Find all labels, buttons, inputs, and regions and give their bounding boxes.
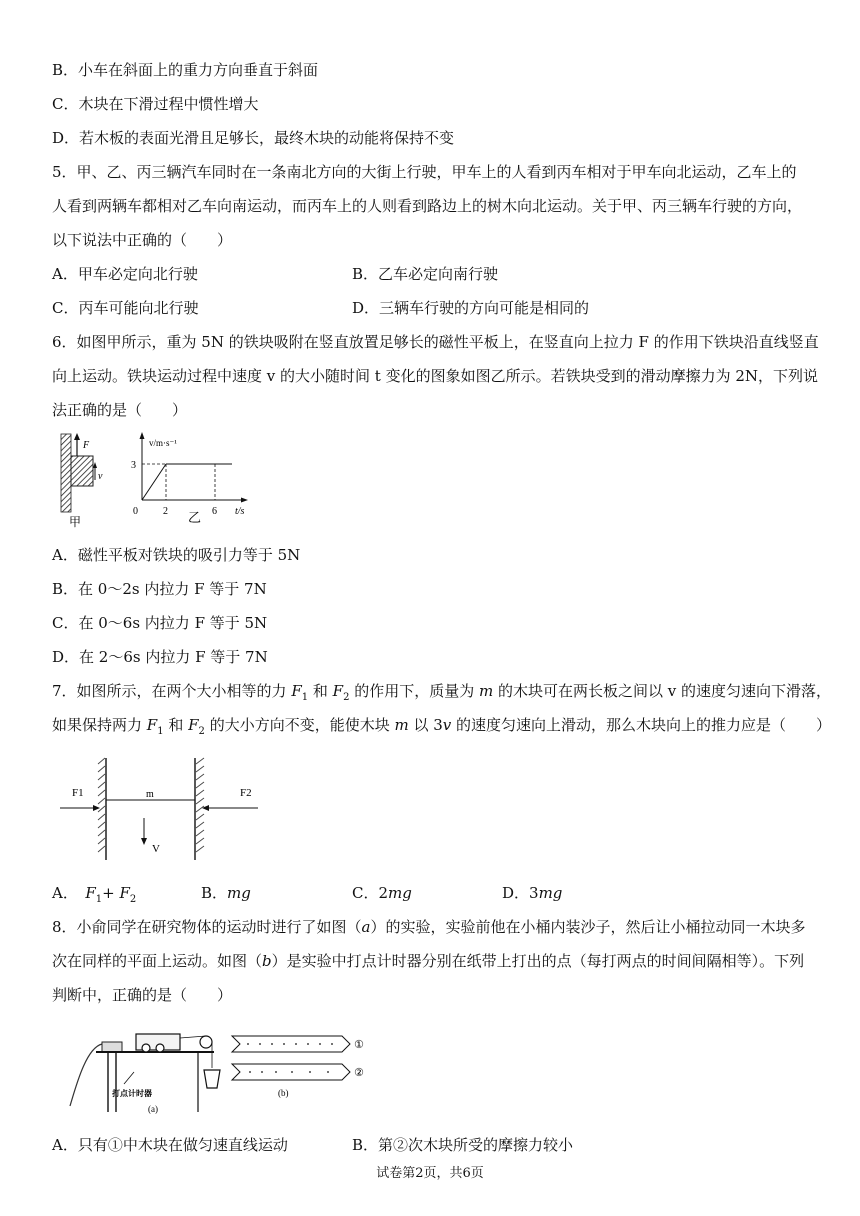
tick-6: 6 (212, 506, 217, 517)
x-axis-label: t/s (235, 506, 245, 517)
q5-stem-line1: 5．甲、乙、丙三辆汽车同时在一条南北方向的大街上行驶，甲车上的人看到丙车相对于甲车向北运动，乙车上的 (52, 163, 797, 181)
q5-option-a: A．甲车必定向北行驶 (52, 265, 198, 283)
mass-m-label: m (146, 789, 154, 800)
velocity-label: V (152, 843, 160, 855)
q6-stem-line1: 6．如图甲所示，重为 5N 的铁块吸附在竖直放置足够长的磁性平板上，在竖直向上拉力 F 的作用下铁块沿直线竖直 (52, 333, 819, 351)
label-a: (a) (148, 1104, 158, 1114)
q6-stem-line3: 法正确的是（ ） (52, 401, 188, 419)
f1-label: F1 (72, 787, 84, 799)
label-jia: 甲 (69, 515, 82, 529)
f2-label: F2 (240, 787, 252, 799)
q6-option-c: C．在 0～6s 内拉力 F 等于 5N (52, 614, 268, 632)
q4-option-d: D．若木板的表面光滑且足够长，最终木块的动能将保持不变 (52, 129, 455, 147)
q6-option-d: D．在 2～6s 内拉力 F 等于 7N (52, 648, 268, 666)
q6-stem-line2: 向上运动。铁块运动过程中速度 v 的大小随时间 t 变化的图象如图乙所示。若铁块受到的滑动摩擦力为 2N，下列说 (52, 367, 819, 385)
q7-figure (58, 752, 278, 864)
q6-figure (55, 428, 270, 530)
tick-2: 2 (163, 506, 168, 517)
q7-stem-line2: 如果保持两力 $F_1$ 和 $F_2$ 的大小方向不变，能使木块 m 以 3v 的速度匀速向上滑动，那么木块向上的推力应是（ ） (52, 716, 832, 737)
q5-stem-line3: 以下说法中正确的（ ） (52, 231, 233, 249)
timer-device (102, 1042, 122, 1052)
q7-option-a: A． $F_1+ F_2$ (52, 884, 137, 905)
q5-option-c: C．丙车可能向北行驶 (52, 299, 199, 317)
y-axis-label: v/m·s⁻¹ (149, 438, 177, 448)
q4-option-b: B．小车在斜面上的重力方向垂直于斜面 (52, 61, 319, 79)
q7-option-b: B．mg (201, 884, 251, 902)
tape-paper (70, 1044, 102, 1106)
q8-option-b: B．第②次木块所受的摩擦力较小 (352, 1136, 574, 1154)
tape-2-label: ② (354, 1066, 364, 1079)
q5-option-b: B．乙车必定向南行驶 (352, 265, 499, 283)
q7-option-c: C．2mg (352, 884, 412, 902)
tick-3: 3 (131, 460, 136, 471)
q8-stem-line3: 判断中，正确的是（ ） (52, 986, 233, 1004)
q8-figure (66, 1026, 366, 1118)
label-yi: 乙 (188, 511, 202, 526)
force-f-label: F (83, 440, 90, 451)
page-footer: 试卷第2页，共6页 (376, 1166, 484, 1181)
timer-label: 打点计时器 (112, 1089, 152, 1098)
label-b: (b) (278, 1088, 289, 1098)
q8-stem-line1: 8．小俞同学在研究物体的运动时进行了如图（a）的实验，实验前他在小桶内装沙子，然后让小桶拉动同一木块多 (52, 918, 806, 936)
q5-stem-line2: 人看到两辆车都相对乙车向南运动，而丙车上的人则看到路边上的树木向北运动。关于甲、丙三辆车行驶的方向， (52, 197, 803, 215)
tape-1-label: ① (354, 1038, 364, 1051)
magnetic-board (61, 434, 71, 512)
q7-stem-line1: 7．如图所示，在两个大小相等的力 $F_1$ 和 $F_2$ 的作用下，质量为 m 的木块可在两长板之间以 v 的速度匀速向下滑落， (52, 682, 832, 703)
q5-option-d: D．三辆车行驶的方向可能是相同的 (352, 299, 590, 317)
iron-block (71, 456, 93, 486)
velocity-v-label: v (98, 471, 103, 482)
q4-option-c: C．木块在下滑过程中惯性增大 (52, 95, 259, 113)
q8-option-a: A．只有①中木块在做匀速直线运动 (52, 1136, 288, 1154)
tick-0: 0 (133, 506, 138, 517)
q6-option-b: B．在 0～2s 内拉力 F 等于 7N (52, 580, 267, 598)
pulley (200, 1036, 212, 1048)
sand-bucket (204, 1070, 220, 1088)
q6-option-a: A．磁性平板对铁块的吸引力等于 5N (52, 546, 301, 564)
q7-option-d: D．3mg (502, 884, 563, 902)
q8-stem-line2: 次在同样的平面上运动。如图（b）是实验中打点计时器分别在纸带上打出的点（每打两点的时间间隔相等）。下列 (52, 952, 805, 970)
